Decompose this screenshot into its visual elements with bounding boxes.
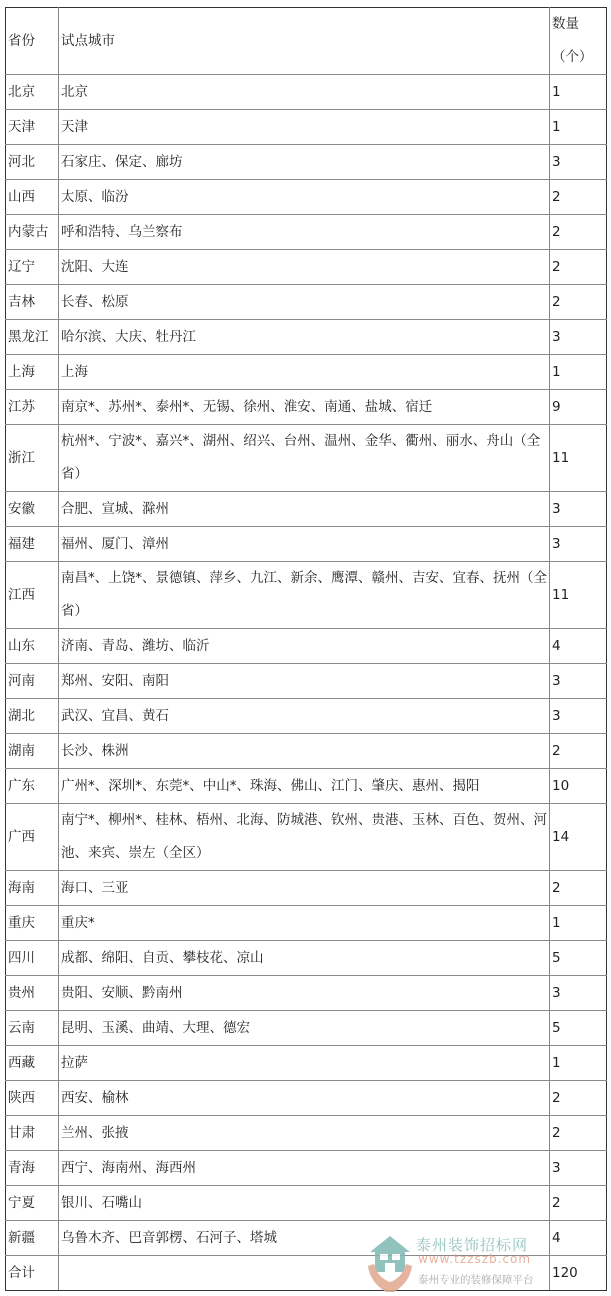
count-cell: 1 (550, 906, 607, 941)
cities-cell: 武汉、宜昌、黄石 (59, 699, 550, 734)
cities-cell: 重庆* (59, 906, 550, 941)
header-province: 省份 (6, 8, 59, 75)
province-cell: 江西 (6, 562, 59, 629)
count-cell: 2 (550, 285, 607, 320)
table-row (6, 1151, 607, 1186)
table-row (6, 871, 607, 906)
count-cell: 3 (550, 699, 607, 734)
table-row (6, 629, 607, 664)
province-cell: 重庆 (6, 906, 59, 941)
count-cell: 1 (550, 1046, 607, 1081)
cities-cell: 昆明、玉溪、曲靖、大理、德宏 (59, 1011, 550, 1046)
cities-cell: 太原、临汾 (59, 180, 550, 215)
cities-cell: 郑州、安阳、南阳 (59, 664, 550, 699)
province-cell: 湖南 (6, 734, 59, 769)
province-cell: 浙江 (6, 425, 59, 492)
cities-cell: 南宁*、柳州*、桂林、梧州、北海、防城港、钦州、贵港、玉林、百色、贺州、河池、来宾、崇左（全区） (59, 804, 550, 871)
cities-cell: 济南、青岛、潍坊、临沂 (59, 629, 550, 664)
province-cell: 上海 (6, 355, 59, 390)
header-count-line2: （个） (552, 49, 593, 65)
count-cell: 1 (550, 75, 607, 110)
province-cell: 内蒙古 (6, 215, 59, 250)
count-cell: 3 (550, 976, 607, 1011)
count-cell: 2 (550, 215, 607, 250)
count-cell: 3 (550, 664, 607, 699)
count-cell: 11 (550, 562, 607, 629)
table-row (6, 699, 607, 734)
table-row (6, 215, 607, 250)
table-row (6, 180, 607, 215)
province-cell: 云南 (6, 1011, 59, 1046)
cities-cell: 沈阳、大连 (59, 250, 550, 285)
table-row (6, 285, 607, 320)
count-cell: 1 (550, 355, 607, 390)
cities-cell: 哈尔滨、大庆、牡丹江 (59, 320, 550, 355)
cities-cell: 兰州、张掖 (59, 1116, 550, 1151)
table-row (6, 1081, 607, 1116)
province-cell: 广西 (6, 804, 59, 871)
cities-cell (59, 1256, 550, 1291)
table-row (6, 664, 607, 699)
count-cell: 2 (550, 1081, 607, 1116)
count-cell: 2 (550, 734, 607, 769)
table-row (6, 75, 607, 110)
count-cell: 3 (550, 527, 607, 562)
province-cell: 河南 (6, 664, 59, 699)
count-cell: 3 (550, 492, 607, 527)
province-cell: 宁夏 (6, 1186, 59, 1221)
province-cell: 海南 (6, 871, 59, 906)
count-cell: 11 (550, 425, 607, 492)
province-cell: 安徽 (6, 492, 59, 527)
table-row (6, 941, 607, 976)
province-cell: 四川 (6, 941, 59, 976)
table-row (6, 320, 607, 355)
province-cell: 山东 (6, 629, 59, 664)
table-row (6, 562, 607, 629)
province-cell: 广东 (6, 769, 59, 804)
table-row (6, 390, 607, 425)
count-cell: 3 (550, 145, 607, 180)
province-cell: 江苏 (6, 390, 59, 425)
cities-cell: 长春、松原 (59, 285, 550, 320)
count-cell: 2 (550, 871, 607, 906)
count-cell: 3 (550, 320, 607, 355)
province-cell: 湖北 (6, 699, 59, 734)
header-count (550, 8, 607, 75)
province-cell: 甘肃 (6, 1116, 59, 1151)
table-row (6, 1221, 607, 1256)
cities-cell: 广州*、深圳*、东莞*、中山*、珠海、佛山、江门、肇庆、惠州、揭阳 (59, 769, 550, 804)
table-row (6, 1046, 607, 1081)
province-cell: 西藏 (6, 1046, 59, 1081)
table-row (6, 145, 607, 180)
table-row (6, 1011, 607, 1046)
table-row (6, 527, 607, 562)
cities-cell: 乌鲁木齐、巴音郭楞、石河子、塔城 (59, 1221, 550, 1256)
province-cell: 新疆 (6, 1221, 59, 1256)
count-cell: 5 (550, 941, 607, 976)
cities-cell: 西安、榆林 (59, 1081, 550, 1116)
cities-cell: 西宁、海南州、海西州 (59, 1151, 550, 1186)
cities-cell: 南昌*、上饶*、景德镇、萍乡、九江、新余、鹰潭、赣州、吉安、宜春、抚州（全省） (59, 562, 550, 629)
count-cell: 4 (550, 1221, 607, 1256)
count-cell: 2 (550, 1116, 607, 1151)
province-cell: 河北 (6, 145, 59, 180)
table-row (6, 110, 607, 145)
province-cell: 青海 (6, 1151, 59, 1186)
watermark-url: www.tzzszb.com (418, 1252, 532, 1266)
table-header-row (6, 8, 607, 75)
table-row (6, 425, 607, 492)
count-cell: 2 (550, 1186, 607, 1221)
pilot-cities-table (5, 7, 607, 1291)
table-row (6, 976, 607, 1011)
table-row (6, 355, 607, 390)
table-row (6, 250, 607, 285)
province-cell: 贵州 (6, 976, 59, 1011)
province-cell: 黑龙江 (6, 320, 59, 355)
header-count-line1: 数量 (552, 16, 579, 32)
cities-cell: 合肥、宣城、滁州 (59, 492, 550, 527)
cities-cell: 天津 (59, 110, 550, 145)
province-cell: 福建 (6, 527, 59, 562)
count-cell: 1 (550, 110, 607, 145)
cities-cell: 杭州*、宁波*、嘉兴*、湖州、绍兴、台州、温州、金华、衢州、丽水、舟山（全省） (59, 425, 550, 492)
count-cell: 14 (550, 804, 607, 871)
header-cities: 试点城市 (59, 8, 550, 75)
count-cell: 4 (550, 629, 607, 664)
cities-cell: 长沙、株洲 (59, 734, 550, 769)
count-cell: 2 (550, 250, 607, 285)
count-cell: 9 (550, 390, 607, 425)
table-row (6, 804, 607, 871)
table-row (6, 492, 607, 527)
cities-cell: 成都、绵阳、自贡、攀枝花、凉山 (59, 941, 550, 976)
watermark-name: 泰州装饰招标网 (416, 1236, 529, 1254)
cities-cell: 上海 (59, 355, 550, 390)
count-cell: 5 (550, 1011, 607, 1046)
cities-cell: 呼和浩特、乌兰察布 (59, 215, 550, 250)
table-row (6, 769, 607, 804)
cities-cell: 拉萨 (59, 1046, 550, 1081)
province-cell: 合计 (6, 1256, 59, 1291)
province-cell: 吉林 (6, 285, 59, 320)
table-row (6, 1186, 607, 1221)
table-row (6, 1116, 607, 1151)
count-cell: 2 (550, 180, 607, 215)
cities-cell: 银川、石嘴山 (59, 1186, 550, 1221)
count-cell: 120 (550, 1256, 607, 1291)
province-cell: 陕西 (6, 1081, 59, 1116)
cities-cell: 贵阳、安顺、黔南州 (59, 976, 550, 1011)
total-row (6, 1256, 607, 1291)
province-cell: 山西 (6, 180, 59, 215)
province-cell: 天津 (6, 110, 59, 145)
cities-cell: 海口、三亚 (59, 871, 550, 906)
province-cell: 北京 (6, 75, 59, 110)
cities-cell: 南京*、苏州*、泰州*、无锡、徐州、淮安、南通、盐城、宿迁 (59, 390, 550, 425)
cities-cell: 福州、厦门、漳州 (59, 527, 550, 562)
table-row (6, 906, 607, 941)
watermark-slogan: 泰州专业的装修保障平台 (418, 1274, 534, 1286)
province-cell: 辽宁 (6, 250, 59, 285)
count-cell: 10 (550, 769, 607, 804)
count-cell: 3 (550, 1151, 607, 1186)
cities-cell: 石家庄、保定、廊坊 (59, 145, 550, 180)
cities-cell: 北京 (59, 75, 550, 110)
table-row (6, 734, 607, 769)
